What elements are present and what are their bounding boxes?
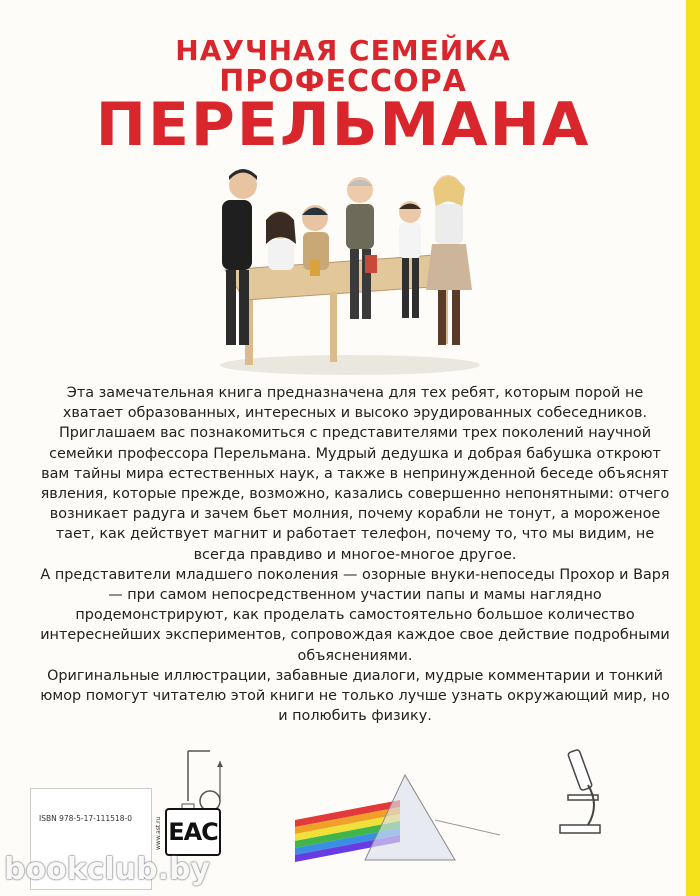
prism-rainbow-icon	[295, 765, 500, 875]
description-paragraph-3: Оригинальные иллюстрации, забавные диалоги, мудрые комментарии и тонкий юмор помогут читателю этой книги не только лучше узнать окружающий мир, но и полюбить физику.	[40, 667, 670, 725]
title-line-1: НАУЧНАЯ СЕМЕЙКА	[175, 34, 511, 67]
eac-certification-mark: EAC	[165, 808, 221, 856]
yellow-edge-strip	[686, 0, 700, 896]
microscope-icon	[550, 740, 610, 840]
title-line-2: ПРОФЕССОРА	[219, 64, 467, 99]
family-illustration	[200, 160, 490, 380]
watermark: bookclub.by	[4, 852, 210, 887]
description-text	[40, 383, 670, 726]
publisher-site: www.ast.ru	[155, 816, 162, 850]
title-line-3: ПЕРЕЛЬМАНА	[95, 90, 591, 160]
isbn-number: ISBN 978-5-17-111518-0	[39, 814, 132, 823]
description-paragraph-1: Эта замечательная книга предназначена для тех ребят, которым порой не хватает образованных, интересных и высоко эрудированных собеседников. Приглашаем вас познакомиться с представителями трех поколений научной семейки профессора Перельмана. Мудрый дедушка и добрая бабушка откроют вам тайны мира естественных наук, а также в непринужденной беседе объяснят явления, которые прежде, возможно, казались совершенно непонятными: отчего возникает радуга и зачем бьет молния, почему корабли не тонут, а мороженое тает, как действует магнит и работает телефон, почему то, что мы видим, не всегда правдиво и многое-многое другое.	[40, 385, 670, 563]
description-paragraph-2: А представители младшего поколения — озорные внуки-непоседы Прохор и Варя — при самом непосредственном участии папы и мамы наглядно продемонстрируют, как проделать самостоятельно большое количество интереснейших экспериментов, сопровождая каждое свое действие подробными объяснениями.	[40, 566, 670, 664]
